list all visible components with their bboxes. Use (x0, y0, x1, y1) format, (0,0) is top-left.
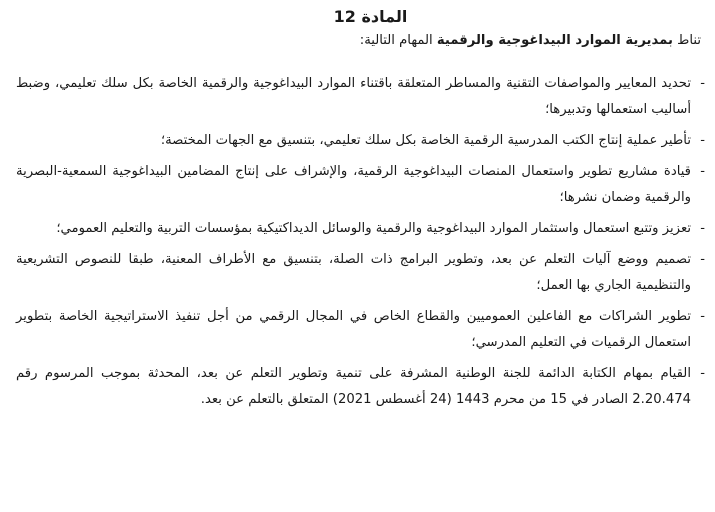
intro-suffix: المهام التالية: (359, 33, 437, 48)
list-dash: - (700, 252, 705, 267)
list-dash: - (700, 76, 705, 91)
list-item (16, 304, 705, 356)
tasks-list (16, 71, 705, 413)
list-item (16, 361, 705, 413)
article-title: المادة 12 (333, 7, 408, 26)
directorate-name: بمديرية الموارد البيداغوجية والرقمية (436, 33, 673, 48)
list-item-text: تصميم ووضع آليات التعلم عن بعد، وتطوير البرامج ذات الصلة، بتنسيق مع الأطراف المعنية، طبقا للنصوص التشريعية والتنظيمية الجاري بها العمل؛ (16, 252, 691, 293)
list-dash: - (700, 164, 705, 179)
list-item (16, 247, 705, 299)
list-item-text: قيادة مشاريع تطوير واستعمال المنصات البيداغوجية الرقمية، والإشراف على إنتاج المضامين البيداغوجية السمعية-البصرية والرقمية وضمان نشرها؛ (16, 164, 691, 205)
intro-prefix: تناط (672, 33, 701, 48)
list-item-text: تحديد المعايير والمواصفات التقنية والمساطر المتعلقة باقتناء الموارد البيداغوجية والرقمية الخاصة بكل سلك تعليمي، وضبط أساليب استعمالها وتدبيرها؛ (16, 76, 691, 117)
list-dash: - (700, 366, 705, 381)
list-item-text: تطوير الشراكات مع الفاعلين العموميين والقطاع الخاص في المجال الرقمي من أجل تنفيذ الاستراتيجية الخاصة بتطوير استعمال الرقميات في التعليم المدرسي؛ (16, 309, 691, 350)
list-item-text: القيام بمهام الكتابة الدائمة للجنة الوطنية المشرفة على تنمية وتطوير التعلم عن بعد، المحدثة بموجب المرسوم رقم 2.20.474 الصادر في 15 من محرم 1443 (24 أغسطس 2021) المتعلق بالتعلم عن بعد. (16, 366, 691, 407)
list-dash: - (700, 221, 705, 236)
list-item (16, 216, 705, 242)
list-item-text: تأطير عملية إنتاج الكتب المدرسية الرقمية الخاصة بكل سلك تعليمي، بتنسيق مع الجهات المختصة؛ (160, 133, 691, 148)
list-item (16, 159, 705, 211)
intro-paragraph (16, 30, 705, 51)
list-item (16, 128, 705, 154)
list-dash: - (700, 309, 705, 324)
list-dash: - (700, 133, 705, 148)
list-item-text: تعزيز وتتبع استعمال واستثمار الموارد البيداغوجية والرقمية والوسائل الديداكتيكية بمؤسسات التربية والتعليم العمومي؛ (56, 221, 691, 236)
list-item (16, 71, 705, 123)
